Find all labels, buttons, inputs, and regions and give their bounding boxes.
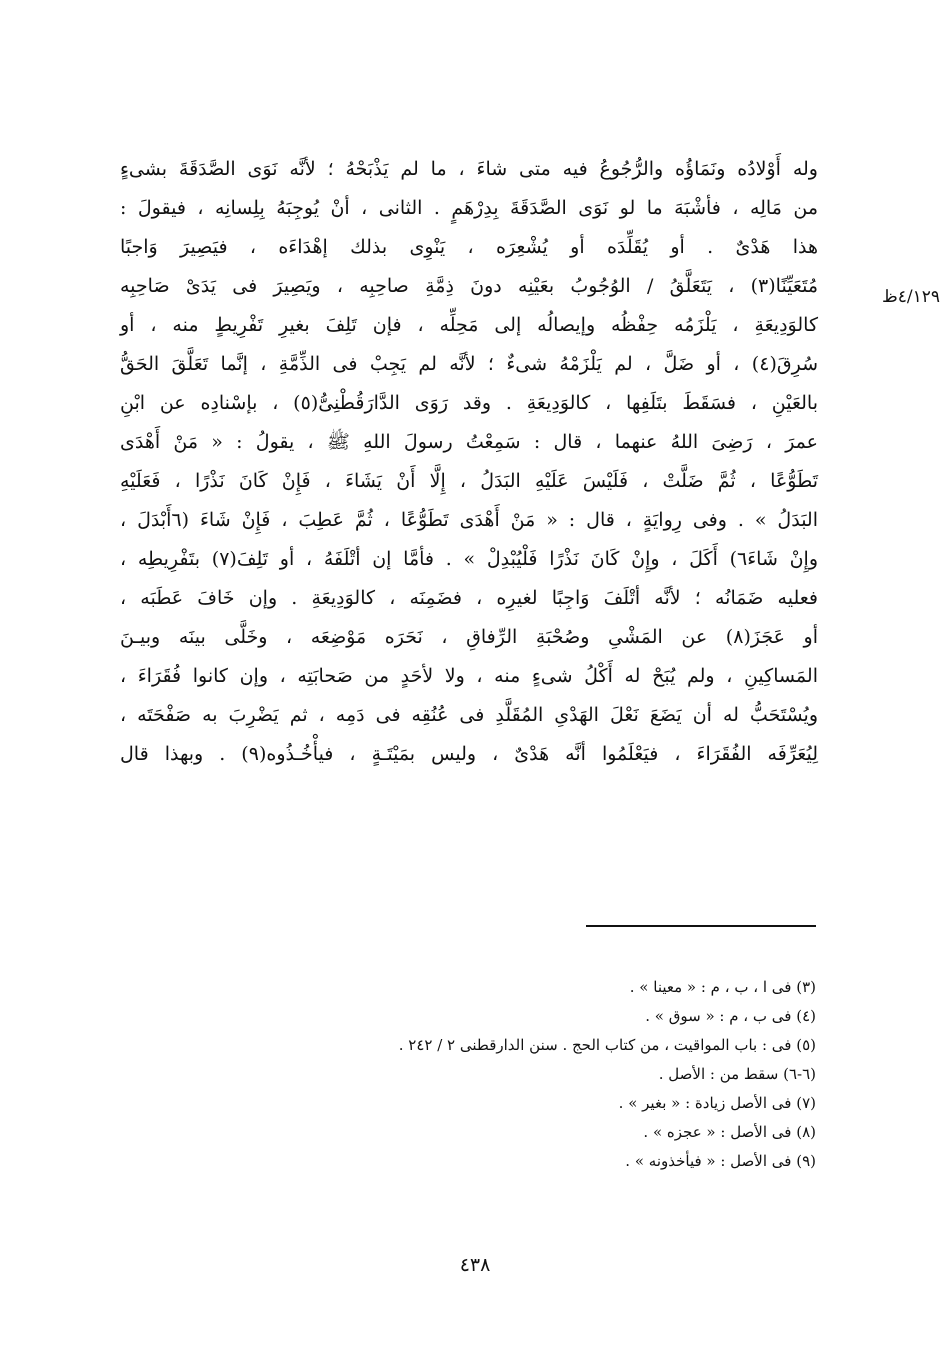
footnote: (٥) فى : باب المواقيت ، من كتاب الحج . سنن الدارقطنى ٢ / ٢٤٢ . bbox=[398, 1036, 816, 1054]
footnote: (٧) فى الأصل زيادة : « بغير » . bbox=[618, 1094, 816, 1112]
footnote: (٤) فى ب ، م : « سوق » . bbox=[645, 1007, 816, 1025]
page-number: ٤٣٨ bbox=[459, 1254, 491, 1276]
text-line: فعليه ضَمَانُه ؛ لأنَّه أتْلَفَ وَاجِبًا لغيرِه ، فضَمِنَه ، كالوَدِيعَةِ . وإن خَافَ عَطَبَه ، bbox=[120, 587, 818, 609]
text-line: عمرَ ، رَضِىَ اللهُ عنهما ، قال : سَمِعْتُ رسولَ اللهِ ﷺ ، يقولُ : « مَنْ أَهْدَى bbox=[120, 431, 818, 453]
footnote: (٩) فى الأصل : « فيأخذونه » . bbox=[625, 1152, 816, 1170]
text-line: وإِنْ شَاءَ٦) أَكَلَ ، وإِنْ كَانَ نَذْرًا فَلْيُبْدِلْ » . فأمَّا إن أتْلَفَهُ ، أو تَلِفَ(٧) بتَفْرِيطِه ، bbox=[120, 548, 818, 570]
text-line: أو عَجَزَ(٨) عن المَشْىِ وصُحْبَةِ الرِّفاقِ ، نَحَرَه مَوْضِعَه ، وخَلَّى بينَه وبيـنَ bbox=[120, 626, 819, 648]
footnote: (٣) فى ا ، ب ، م : « معينا » . bbox=[629, 978, 816, 996]
text-line: سُرِقَ(٤) ، أو ضَلَّ ، لم يَلْزَمْهُ شىءٌ ؛ لأنَّه لم يَجِبْ فى الذِّمَّةِ ، إنَّما تَعَلَّقَ الحَقُّ bbox=[120, 353, 818, 375]
text-line: لِيُعَرِّفَه الفُقَرَاءَ ، فيَعْلَمُوا أنَّه هَدْىٌ ، وليس بمَيْتَـةٍ ، فيأْخُـذُوه(٩) . وبهذا قال bbox=[120, 743, 818, 765]
footnote: (٨) فى الأصل : « عجزه » . bbox=[643, 1123, 816, 1141]
text-line: البَدَلُ » . وفى رِوايَةٍ ، قال : « مَنْ أَهْدَى تَطَوُّعًا ، ثُمَّ عَطِبَ ، فَإِنْ شَاءَ (٦أَبْدَلَ ، bbox=[120, 509, 818, 531]
text-line: مُتَعَيِّنًا(٣) ، يَتَعَلَّقُ / الوُجُوبُ بعَيْنِه دونَ ذِمَّةِ صاحِبِه ، ويَصِيرَ فى يَدَىْ صَاحِبِه bbox=[120, 275, 818, 297]
text-line: كالوَدِيعَةِ ، يَلْزَمُه حِفْظُه وإيصالُه إلى مَحِلِّه ، فإن تَلِفَ بغيرِ تَفْرِيطٍ منه ، أو bbox=[120, 314, 818, 336]
footnote-separator bbox=[586, 925, 816, 927]
footnotes-block bbox=[300, 973, 816, 1176]
text-line: المَساكِينِ ، ولم يُبَحْ له أَكْلُ شىءٍ منه ، ولا لأحَدٍ من صَحابَتِه ، وإن كانوا فُقَرَاءَ ، bbox=[120, 665, 818, 687]
text-line: من مَالِه ، فأشْبَهَ ما لو نَوَى الصَّدَقَةَ بِدِرْهَمٍ . الثانى ، أنْ يُوجِبَهُ بِلِسانِه ، فيقولَ : bbox=[120, 197, 818, 219]
footnote: (٦-٦) سقط من : الأصل . bbox=[658, 1065, 816, 1083]
text-line: تَطَوُّعًا ، ثُمَّ ضَلَّتْ ، فَلَيْسَ عَلَيْهِ البَدَلُ ، إِلَّا أَنْ يَشَاءَ ، فَإِنْ كَانَ نَذْرًا ، فَعَلَيْهِ bbox=[120, 470, 818, 492]
text-line: بالعَيْنِ ، فسَقَطَ بتَلَفِها ، كالوَدِيعَةِ . وقد رَوَى الدَّارَقُطْنِىُّ(٥) ، بإسْنادِه عن ابْنِ bbox=[120, 392, 818, 414]
margin-folio-reference: ٤/١٢٩ظ bbox=[882, 287, 940, 307]
text-line: هذا هَدْىٌ . أو يُقَلِّدَه أو يُشْعِرَه ، يَنْوِى بذلك إهْدَاءَه ، فيَصِيرَ وَاجبًا bbox=[120, 236, 818, 258]
main-text-block bbox=[120, 150, 818, 774]
text-line: ويُسْتَحَبُّ له أن يَضَعَ نَعْلَ الهَدْىِ المُقَلَّدِ فى عُنُقِه فى دَمِه ، ثم يَضْرِبَ به صَفْحَتَه ، bbox=[120, 704, 818, 726]
text-line: وله أَوْلادُه ونَمَاؤُه والرُّجُوعُ فيه متى شاءَ ، ما لم يَذْبَحْهُ ؛ لأنَّه نَوَى الصَّدَقَةَ بشىءٍ bbox=[120, 158, 818, 180]
